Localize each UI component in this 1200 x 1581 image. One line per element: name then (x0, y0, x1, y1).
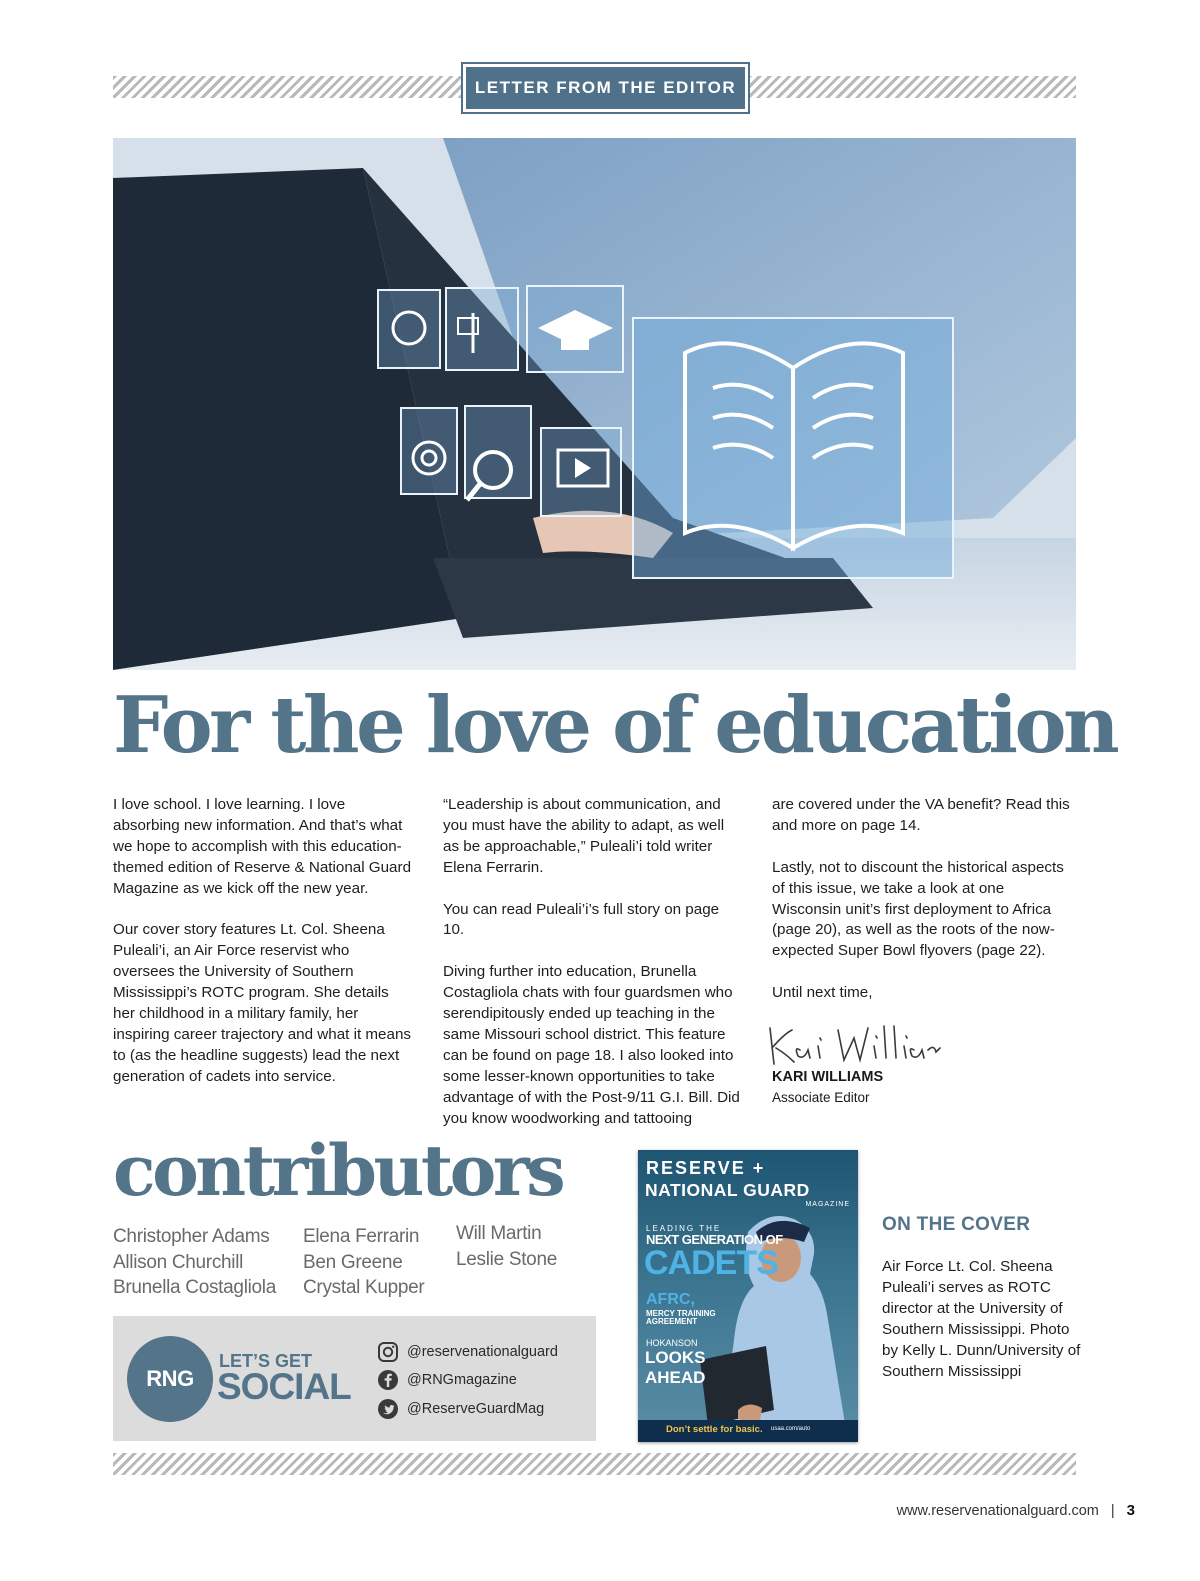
facebook-icon (377, 1369, 399, 1391)
cover-title-line2: NATIONAL GUARD (645, 1180, 810, 1200)
facebook-handle-text: @RNGmagazine (407, 1372, 517, 1388)
contributors-list-2 (303, 1224, 424, 1301)
twitter-handle[interactable] (377, 1398, 544, 1420)
paragraph: Until next time, (772, 984, 873, 1002)
contributor-name: Will Martin (456, 1223, 542, 1244)
paragraph: “Leadership is about communication, and you must have the ability to adapt, as well as be approachable,” Puleali’i told writer Elena Ferrarin. (443, 796, 725, 876)
instagram-handle-text: @reservenationalguard (407, 1344, 558, 1360)
magazine-cover (638, 1150, 858, 1442)
paragraph: You can read Puleali’i’s full story on page 10. (443, 900, 720, 939)
header-hatch-left (113, 76, 463, 98)
hero-photo (113, 138, 1076, 670)
signature-title: Associate Editor (772, 1090, 870, 1105)
paragraph: Lastly, not to discount the historical aspects of this issue, we take a look at one Wisconsin unit’s first deployment to Africa (page 20), as well as the roots of the now-expected Super Bowl flyovers (page 22). (772, 858, 1064, 960)
cover-ad-url: usaa.com/auto (771, 1426, 811, 1432)
page-number: 3 (1126, 1502, 1135, 1519)
laptop-education-illustration (113, 138, 1076, 670)
contributor-name: Allison Churchill (113, 1251, 244, 1273)
cover-ahead: AHEAD (645, 1368, 706, 1387)
contributors-list-1 (113, 1224, 276, 1301)
cover-looks-ahead (645, 1348, 705, 1388)
cover-afrc: AFRC, (646, 1291, 695, 1308)
social-box (113, 1316, 596, 1441)
header-hatch-right (748, 76, 1076, 98)
cover-title-line1: RESERVE + (646, 1158, 766, 1178)
contributor-name: Crystal Kupper (303, 1277, 425, 1298)
body-column-2 (443, 795, 743, 1150)
cover-cadets: CADETS (644, 1244, 778, 1282)
paragraph: Diving further into education, Brunella Costagliola chats with four guardsmen who serendipitously ended up teaching in the same Missouri school district. This feature can be found on page 18. I also looked into some lesser-known opportunities to take advantage of with the Post-9/11 G.I. Bill. Did you know woodworking and tattooing (443, 963, 740, 1127)
on-the-cover-caption: Air Force Lt. Col. Sheena Puleali’i serves as ROTC director at the University of Southern Mississippi. Photo by Kelly L. Dunn/University of Southern Mississippi (882, 1258, 1081, 1380)
contributors-heading: contributors (113, 1129, 563, 1212)
twitter-handle-text: @ReserveGuardMag (407, 1401, 545, 1417)
footer-hatch (113, 1453, 1076, 1475)
paragraph: are covered under the VA benefit? Read this and more on page 14. (772, 796, 1070, 834)
contributor-name: Brunella Costagliola (113, 1277, 276, 1298)
footer-url[interactable]: www.reservenationalguard.com (896, 1502, 1099, 1519)
lets-get-label: LET’S GET (219, 1351, 313, 1371)
social-label: SOCIAL (217, 1366, 351, 1407)
rng-logo: RNG (127, 1336, 213, 1422)
contributor-name: Elena Ferrarin (303, 1226, 420, 1247)
editor-signature (764, 1016, 944, 1072)
section-label: LETTER FROM THE EDITOR (463, 64, 748, 112)
cover-looks: LOOKS (645, 1348, 706, 1367)
cover-mercy-training (646, 1310, 716, 1326)
cover-next-generation: NEXT GENERATION OF (646, 1232, 783, 1247)
cover-hokanson: HOKANSON (646, 1338, 698, 1348)
instagram-handle[interactable] (377, 1341, 558, 1363)
body-column-3 (772, 795, 1072, 1025)
page-footer (897, 1502, 1135, 1519)
paragraph: Our cover story features Lt. Col. Sheena Puleali’i, an Air Force reservist who oversees the University of Southern Mississippi’s ROTC program. She details her childhood in a military family, her inspiring career trajectory and what it means to (as the headline suggests) lead the next generation of cadets into service. (113, 921, 411, 1085)
contributor-name: Leslie Stone (456, 1248, 557, 1270)
facebook-handle[interactable] (377, 1369, 517, 1391)
contributor-name: Ben Greene (303, 1251, 403, 1273)
cover-mercy-line2: AGREEMENT (646, 1317, 698, 1326)
cover-magazine-word: MAGAZINE (805, 1201, 850, 1208)
cover-leading: LEADING THE (646, 1224, 722, 1233)
article-headline: For the love of education (113, 680, 1117, 771)
twitter-icon (377, 1398, 399, 1420)
signature-name: KARI WILLIAMS (772, 1069, 884, 1085)
paragraph: I love school. I love learning. I love absorbing new information. And that’s what we hope to accomplish with this education-themed edition of Reserve & National Guard Magazine as we kick off the new year. (113, 796, 412, 897)
on-the-cover-heading: ON THE COVER (882, 1214, 1031, 1235)
contributor-name: Christopher Adams (113, 1226, 270, 1247)
footer-separator: | (1110, 1502, 1115, 1519)
contributors-list-3 (456, 1221, 557, 1272)
cover-ad-text: Don’t settle for basic. (666, 1424, 763, 1435)
cover-mercy-line1: MERCY TRAINING (646, 1309, 716, 1318)
body-column-1 (113, 795, 413, 1109)
instagram-icon (377, 1341, 399, 1363)
cover-ad-banner (638, 1420, 858, 1442)
